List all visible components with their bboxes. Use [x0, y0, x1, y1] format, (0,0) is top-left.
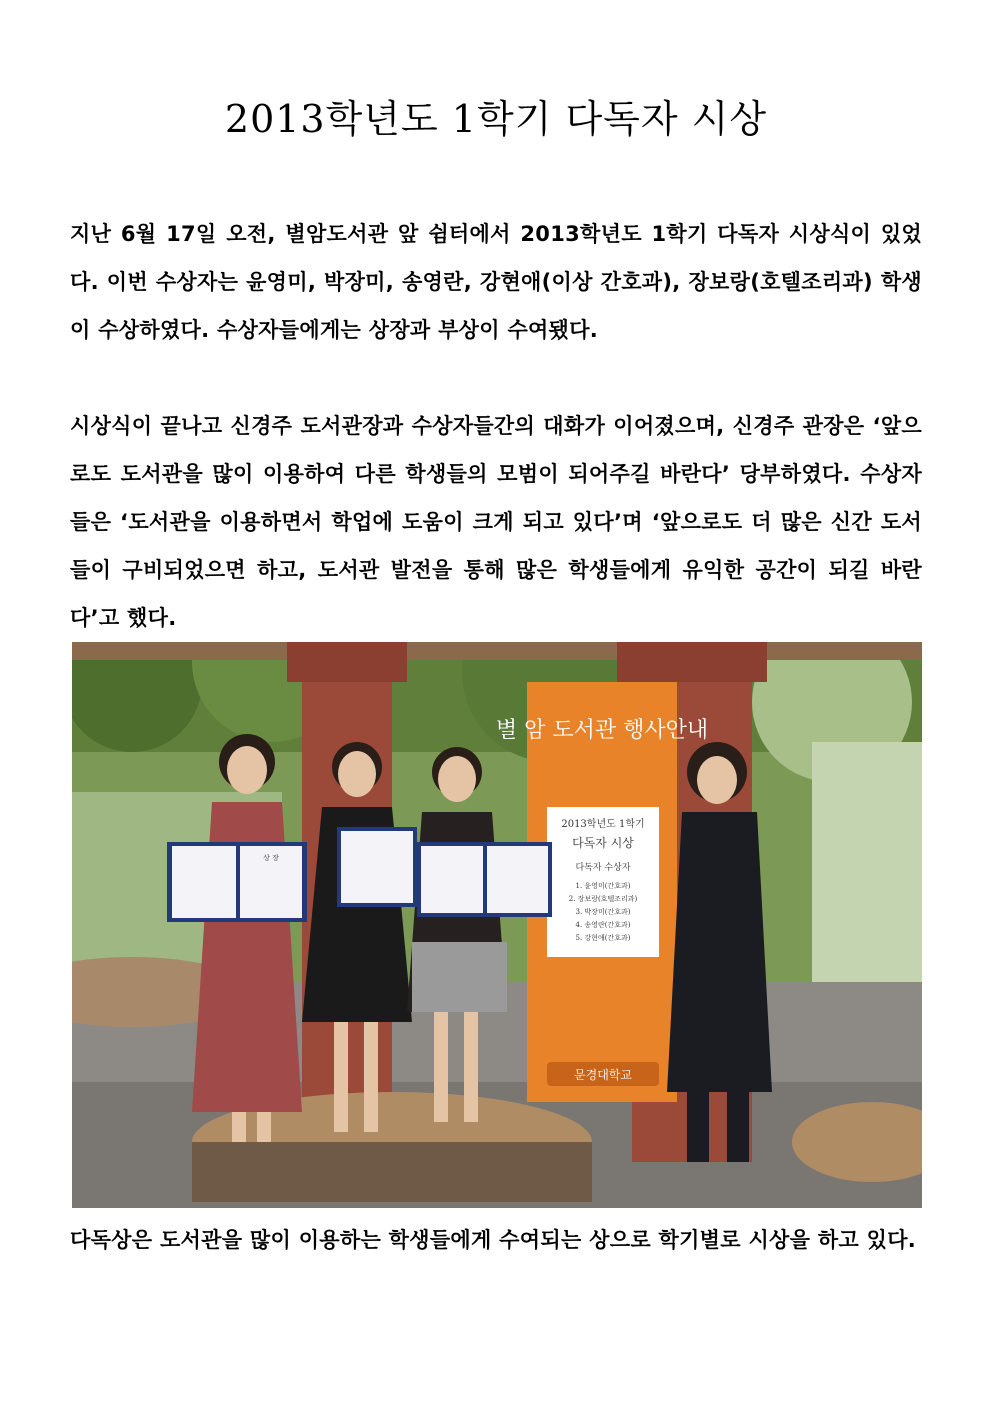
certificate-2: [337, 827, 417, 907]
banner-line1: 2013학년도 1학기: [561, 819, 645, 830]
paragraph-award-description: 다독상은 도서관을 많이 이용하는 학생들에게 수여되는 상으로 학기별로 시상을 하고 있다.: [70, 1228, 917, 1252]
page-title: 2013학년도 1학기 다독자 시상: [224, 97, 768, 141]
paragraph-conversation: 시상식이 끝나고 신경주 도서관장과 수상자들간의 대화가 이어졌으며, 신경주 관장은 ‘앞으로도 도서관을 많이 이용하여 다른 학생들의 모범이 되어주길 바란다’ 당부하였다. 수상자들은 ‘도서관을 이용하면서 학업에 도움이 크게 되고 있다’며 ‘앞으로도 더 많은 신간 도서들이 구비되었으면 하고, 도서관 발전을 통해 많은 학생들에게 유익한 공간이 되길 바란다’고 했다.: [70, 414, 922, 630]
banner-list-item: 3. 박장미(간호과): [575, 908, 631, 916]
banner-logo: 문경대학교: [574, 1068, 632, 1082]
banner-sub: 다독자 수상자: [575, 863, 631, 873]
certificate-title: 상 장: [263, 854, 279, 862]
banner-list-item: 5. 강현애(간호과): [575, 934, 631, 942]
banner-top-text: 별 암 도서관 행사안내: [495, 718, 709, 743]
award-ceremony-photo: [72, 642, 922, 1208]
banner-list-item: 1. 윤영미(간호과): [575, 882, 631, 890]
certificate-3: [417, 842, 552, 917]
certificate-1: [167, 842, 307, 922]
banner-list-item: 2. 장보랑(호텔조리과): [568, 895, 638, 903]
paragraph-intro: 지난 6월 17일 오전, 별암도서관 앞 쉼터에서 2013학년도 1학기 다독자 시상식이 있었다. 이번 수상자는 윤영미, 박장미, 송영란, 강현애(이상 간호과), 장보랑(호텔조리과) 학생이 수상하였다. 수상자들에게는 상장과 부상이 수여됐다.: [70, 222, 922, 342]
banner-list-item: 4. 송영란(간호과): [575, 921, 631, 929]
banner-line2: 다독자 시상: [572, 836, 634, 850]
